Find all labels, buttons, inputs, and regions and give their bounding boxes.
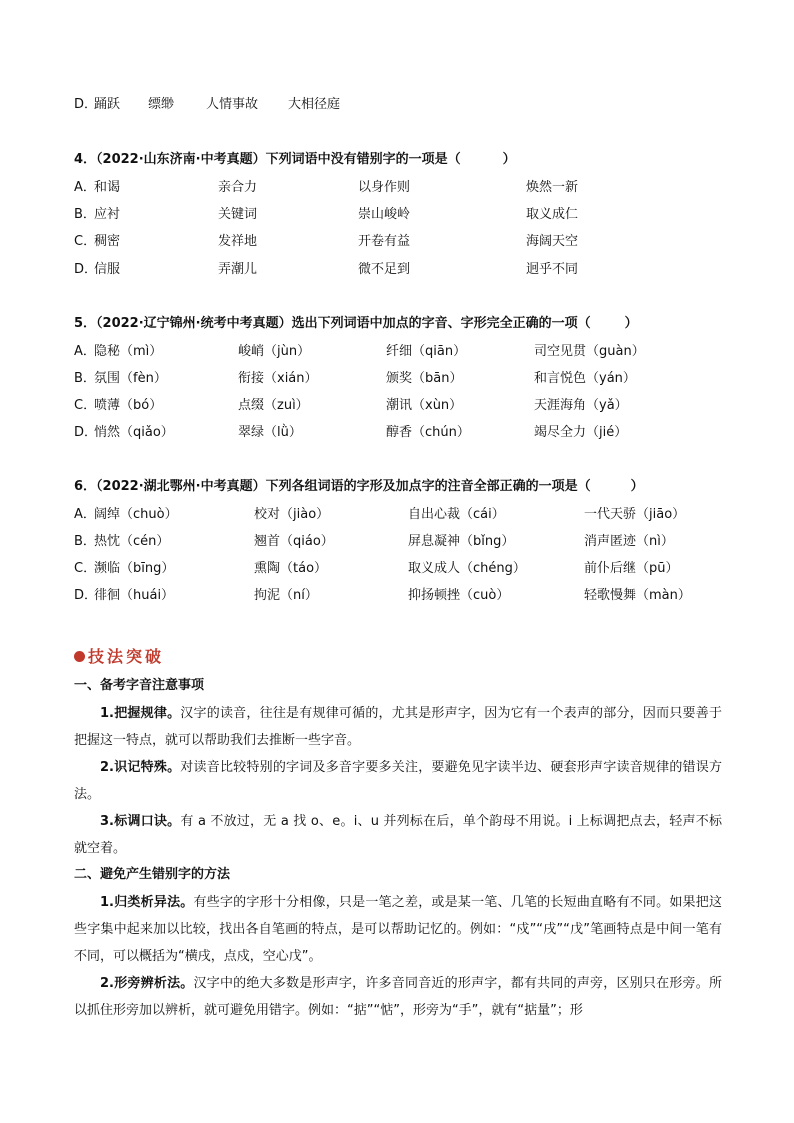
- bullet-dot-icon: [74, 651, 85, 662]
- subheading-pronunciation: 一、备考字音注意事项: [74, 678, 205, 693]
- question-4-title: 4．（2022·山东济南·中考真题）下列词语中没有错别字的一项是（ ）: [74, 152, 516, 167]
- paragraph-rule-2: 2.识记特殊。对读音比较特别的字词及多音字要多关注，要避免见字读半边、硬套形声字读音规律的错误方法。: [74, 760, 722, 802]
- option-word: 踊跃: [94, 97, 121, 112]
- document-page: D． 踊跃 缥缈 人情事故 大相径庭 4．（2022·山东济南·中考真题）下列词语中没有错别字的一项是（ ） A． 和谒 亲合力 以身作则 焕然一新 B． 应衬 关键词 崇山峻岭 取义成仁 C． 稠密 发祥地 开卷有益 海阔天空 D． 信服 弄潮儿 微不足到 迥乎不同 5．（2022·辽宁锦州·统考中考真题）选出下列词语中加点的字音、字形完全正确的一项（ ） A． 隐秘（mì） 峻峭（jùn） 纤细（qiān） 司空见贯（guàn） B． 氛围（fèn） 衔接（xián） 颁奖（bān） 和言悦色（yán） C． 喷薄（bó） 点缀（zuì） 潮讯（xùn） 天涯海角（yǎ） D． 悄然（qiǎo） 翠绿（lǜ） 醇香（chún） 竭尽全力（jié） 6．（2022·湖北鄂州·中考真题）下列各组词语的字形及加点字的注音全部正确的一项是（ ） A． 阔绰（chuò） 校对（jiào） 自出心裁（cái） 一代天骄（jiāo） B． 热忱（cén） 翘首（qiáo） 屏息凝神（bǐng） 消声匿迹（nì） C． 濒临（bīng） 熏陶（táo） 取义成人（chéng） 前仆后继（pū） D． 徘徊（huái） 拘泥（ní） 抑扬顿挫（cuò） 轻歌慢舞（màn） 技法突破 一、备考字音注意事项 1.把握规律。汉字的读音，往往是有规律可循的，尤其是形声字，因为它有一个表声的部分，因而只要善于把握这一特点，就可以帮助我们去推断一些字音。 2.识记特殊。对读音比较特别的字词及多音字要多关注，要避免见字读半边、硬套形声字读音规律的错误方法。 3.标调口诀。有 a 不放过，无 a 找 o、e。i、u 并列标在后，单个韵母不用说。i 上标调把点去，轻声不标就空着。 二、避免产生错别字的方法 1.归类析异法。有些字的字形十分相像，只是一笔之差，或是某一笔、几笔的长短曲直略有不同。如果把这些字集中起来加以比较，找出各自笔画的特点，是可以帮助记忆的。例如：“戍”“戌”“戊”笔画特点是中间一笔有不同，可以概括为“横戌，点戍，空心戊”。 2.形旁辨析法。汉字中的绝大多数是形声字，许多音同音近的形声字，都有共同的声旁，区别只在形旁。所以抓住形旁加以辨析，就可避免用错字。例如：“掂”“惦”，形旁为“手”，就有“掂量”；形: [0, 0, 794, 1123]
- section-heading: 技法突破: [74, 647, 164, 667]
- paragraph-method-1: 1.归类析异法。有些字的字形十分相像，只是一笔之差，或是某一笔、几笔的长短曲直略有不同。如果把这些字集中起来加以比较，找出各自笔画的特点，是可以帮助记忆的。例如：“戍”“戌”“戊”笔画特点是中间一笔有不同，可以概括为“横戌，点戍，空心戊”。: [74, 895, 722, 964]
- option-word: 缥缈: [148, 97, 175, 112]
- subheading-typo-methods: 二、避免产生错别字的方法: [74, 867, 231, 882]
- option-word: 大相径庭: [288, 97, 341, 112]
- question-6-title: 6．（2022·湖北鄂州·中考真题）下列各组词语的字形及加点字的注音全部正确的一项是（ ）: [74, 479, 644, 494]
- paragraph-rule-1: 1.把握规律。汉字的读音，往往是有规律可循的，尤其是形声字，因为它有一个表声的部分，因而只要善于把握这一特点，就可以帮助我们去推断一些字音。: [74, 706, 722, 748]
- option-letter: D．: [74, 97, 98, 112]
- option-word: 人情事故: [206, 97, 259, 112]
- paragraph-rule-3: 3.标调口诀。有 a 不放过，无 a 找 o、e。i、u 并列标在后，单个韵母不用说。i 上标调把点去，轻声不标就空着。: [74, 814, 723, 856]
- question-5-title: 5．（2022·辽宁锦州·统考中考真题）选出下列词语中加点的字音、字形完全正确的一项（ ）: [74, 316, 638, 331]
- paragraph-method-2: 2.形旁辨析法。汉字中的绝大多数是形声字，许多音同音近的形声字，都有共同的声旁，区别只在形旁。所以抓住形旁加以辨析，就可避免用错字。例如：“掂”“惦”，形旁为“手”，就有“掂量”；形: [74, 976, 722, 1018]
